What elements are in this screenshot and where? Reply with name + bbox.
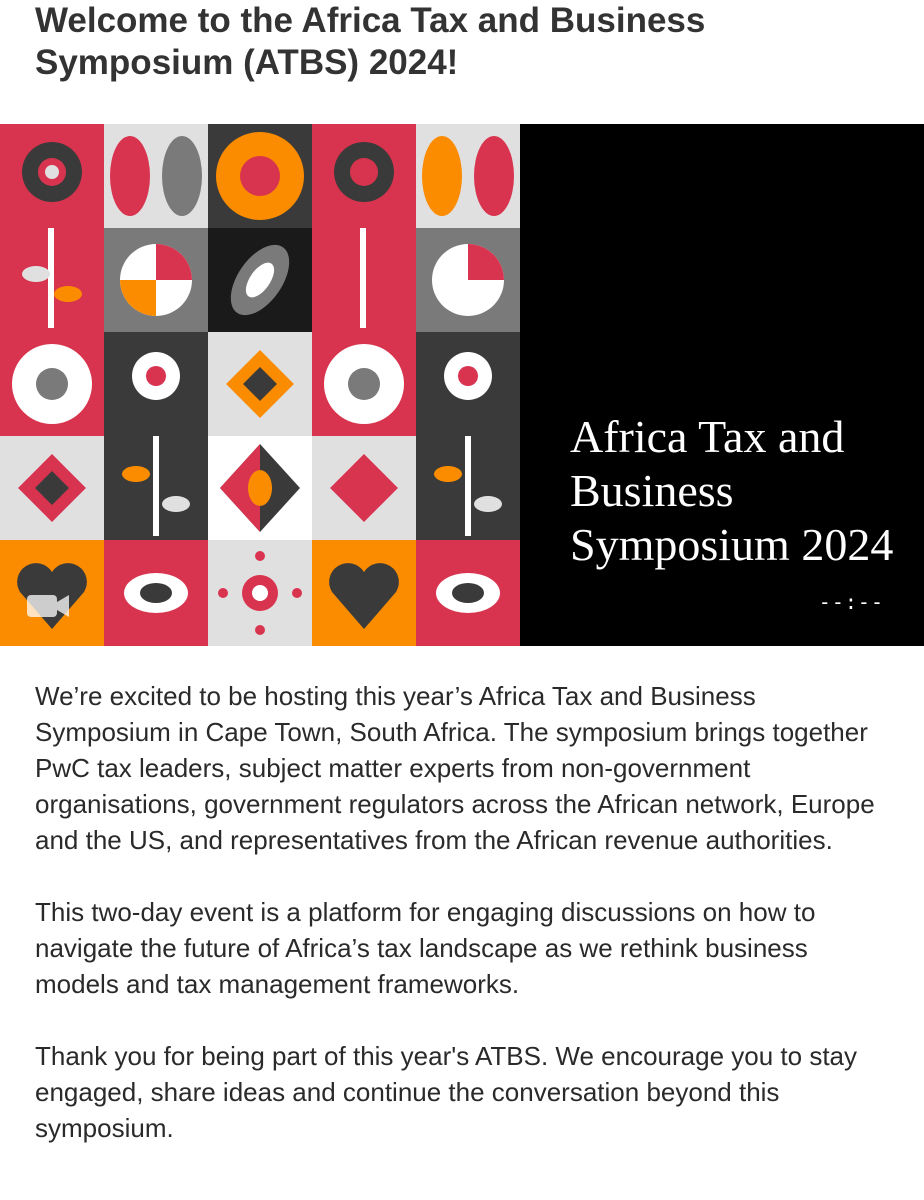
paragraph-intro: We’re excited to be hosting this year’s Africa Tax and Business Symposium in Cape Town, South Africa. The symposium brings together PwC tax leaders, subject matter experts from non-government organisations, government regulators across the African network, Europe and the US, and representatives from the African revenue authorities. <box>35 681 875 855</box>
paragraph-event: This two-day event is a platform for engaging discussions on how to navigate the future of Africa’s tax landscape as we rethink business models and tax management frameworks. <box>35 897 816 999</box>
video-time-display: --:-- <box>818 590 884 614</box>
pattern-artwork <box>0 124 522 646</box>
video-title: Africa Tax and Business Symposium 2024 <box>570 411 894 570</box>
paragraph-thanks: Thank you for being part of this year's ATBS. We encourage you to stay engaged, share ideas and continue the conversation beyond this symposium. <box>35 1041 857 1143</box>
video-player[interactable] <box>0 124 924 646</box>
page-title: Welcome to the Africa Tax and Business Symposium (ATBS) 2024! <box>35 1 706 82</box>
video-camera-icon <box>26 591 70 621</box>
article-body <box>35 678 895 1182</box>
